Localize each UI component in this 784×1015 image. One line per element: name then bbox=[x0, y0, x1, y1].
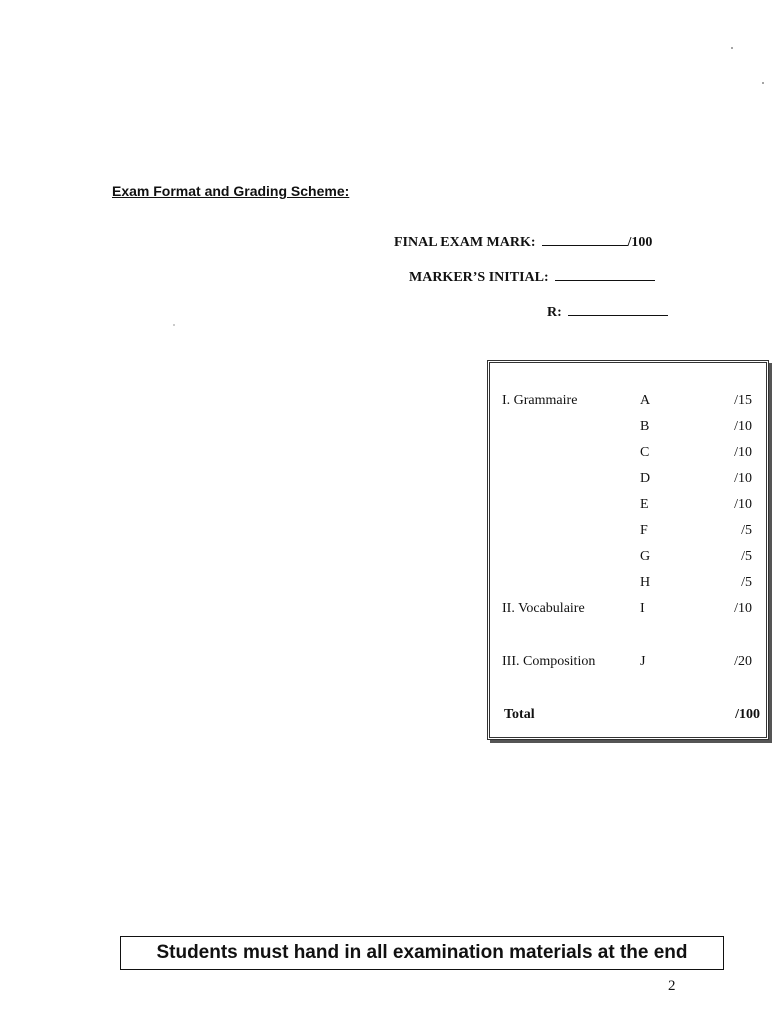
grade-row bbox=[490, 445, 766, 465]
marker-initial-line bbox=[409, 268, 655, 286]
grade-section: III. Composition bbox=[502, 654, 596, 669]
grade-points: /10 bbox=[734, 445, 752, 460]
grade-points: /5 bbox=[741, 523, 752, 538]
grade-row bbox=[490, 575, 766, 595]
grade-row bbox=[490, 471, 766, 491]
r-line bbox=[547, 303, 668, 321]
final-exam-mark-line bbox=[394, 233, 652, 251]
grade-part: I bbox=[640, 601, 645, 616]
page-number: 2 bbox=[668, 978, 676, 994]
grade-points: /20 bbox=[734, 654, 752, 669]
grade-section: I. Grammaire bbox=[502, 393, 578, 408]
marker-initial-blank bbox=[555, 268, 655, 281]
grade-total-points: /100 bbox=[735, 707, 760, 722]
grading-table bbox=[487, 360, 769, 740]
grade-points: /10 bbox=[734, 601, 752, 616]
grade-points: /5 bbox=[741, 549, 752, 564]
grade-row bbox=[490, 497, 766, 517]
r-label: R: bbox=[547, 305, 562, 320]
grade-part: F bbox=[640, 523, 648, 538]
grade-points: /5 bbox=[741, 575, 752, 590]
scan-speck bbox=[762, 82, 764, 84]
grade-section: II. Vocabulaire bbox=[502, 601, 585, 616]
grade-part: G bbox=[640, 549, 651, 564]
grade-total-label: Total bbox=[504, 707, 535, 722]
grade-row bbox=[490, 654, 766, 674]
grade-points: /10 bbox=[734, 497, 752, 512]
grade-part: B bbox=[640, 419, 650, 434]
hand-in-notice: Students must hand in all examination materials at the end bbox=[120, 936, 724, 970]
final-exam-mark-suffix: /100 bbox=[627, 235, 653, 250]
marker-initial-label: MARKER’S INITIAL: bbox=[409, 270, 549, 285]
grade-part: J bbox=[640, 654, 646, 669]
grade-part: E bbox=[640, 497, 649, 512]
grade-part: H bbox=[640, 575, 651, 590]
grade-row bbox=[490, 419, 766, 439]
grade-row bbox=[490, 601, 766, 621]
section-heading: Exam Format and Grading Scheme: bbox=[112, 183, 350, 199]
grade-points: /10 bbox=[734, 419, 752, 434]
grade-points: /15 bbox=[734, 393, 752, 408]
final-exam-mark-blank bbox=[542, 233, 628, 246]
grade-total-row bbox=[490, 707, 766, 727]
grade-part: C bbox=[640, 445, 650, 460]
final-exam-mark-label: FINAL EXAM MARK: bbox=[394, 235, 536, 250]
scan-speck bbox=[731, 47, 733, 49]
scan-speck bbox=[173, 324, 175, 326]
grade-row bbox=[490, 549, 766, 569]
grade-row bbox=[490, 393, 766, 413]
grade-points: /10 bbox=[734, 471, 752, 486]
grade-row bbox=[490, 523, 766, 543]
r-blank bbox=[568, 303, 668, 316]
grade-part: D bbox=[640, 471, 651, 486]
grade-part: A bbox=[640, 393, 651, 408]
